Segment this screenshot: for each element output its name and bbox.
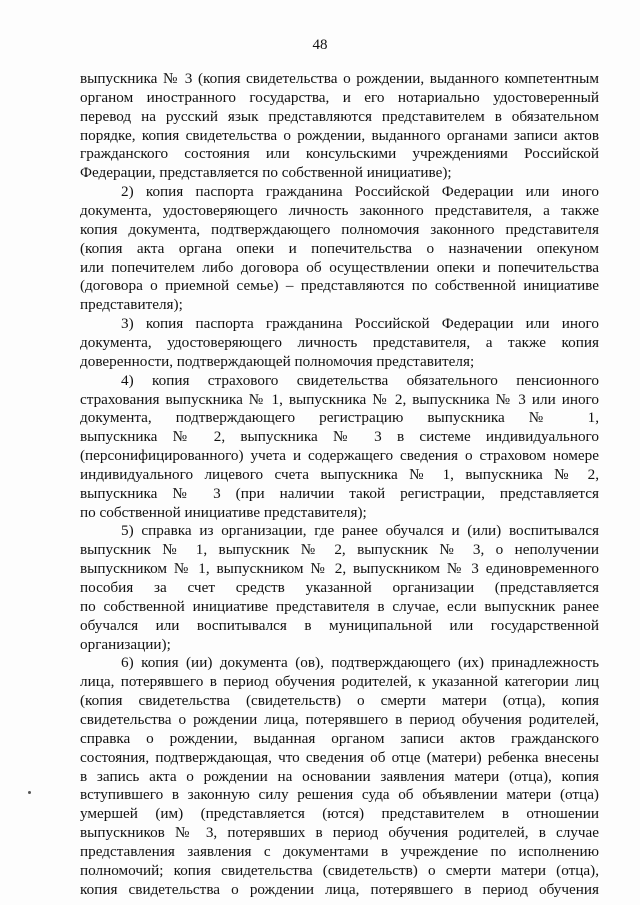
text-line: выпускников № 3, потерявших в период обучения родителей, в случае bbox=[80, 824, 599, 841]
text-line: документа, подтверждающего регистрацию выпускника № 1, bbox=[80, 409, 599, 427]
paragraph-first-line: 2) копия паспорта гражданина Российской Федерации или иного bbox=[121, 183, 599, 201]
text-line: умершей (им) (представляется (ются) представителем в отношении bbox=[80, 805, 599, 823]
text-line: органом иностранного государства, и его нотариально удостоверенный bbox=[80, 88, 599, 106]
text-line: (копия акта органа опеки и попечительства о назначении опекуном bbox=[80, 239, 599, 257]
text-line: лица, потерявшего в период обучения родителей, к указанной категории лиц bbox=[80, 673, 599, 691]
text-line: справка о рождении, выданная органом записи актов гражданского bbox=[80, 729, 599, 747]
text-line: выпускника № 3 (при наличии такой регистрации, представляется bbox=[80, 484, 599, 502]
text-line: копия свидетельства о рождении лица, потерявшего в период обучения bbox=[80, 880, 599, 898]
text-line: выпускника № 2, выпускника № 3 в системе индивидуального bbox=[80, 428, 599, 446]
paragraph-first-line: 6) копия (ии) документа (ов), подтверждающего (их) принадлежность bbox=[121, 654, 599, 672]
text-line: выпускником № 1, выпускником № 2, выпускником № 3 единовременного bbox=[80, 560, 599, 578]
text-line: свидетельства о рождении лица, потерявшего в период обучения родителей, bbox=[80, 710, 599, 728]
text-line: перевод на русский язык представляются представителем в обязательном bbox=[80, 107, 599, 125]
paragraph-first-line: 4) копия страхового свидетельства обязательного пенсионного bbox=[121, 371, 599, 389]
page-number: 48 bbox=[312, 37, 328, 53]
paragraph-first-line: 3) копия паспорта гражданина Российской Федерации или иного bbox=[121, 315, 599, 333]
text-line: организации); bbox=[80, 635, 171, 653]
text-line: (копия свидетельства (свидетельств) о смерти матери (отца), копия bbox=[80, 692, 599, 710]
text-line: обучался или воспитывался в муниципальной или государственной bbox=[80, 616, 599, 634]
text-line: по собственной инициативе представителя); bbox=[80, 503, 367, 521]
text-line: индивидуального лицевого счета выпускника № 1, выпускника № 2, bbox=[80, 465, 599, 483]
text-line: или попечителем либо договора об осуществлении опеки и попечительства bbox=[80, 258, 599, 276]
scan-artifact-dot bbox=[28, 791, 31, 794]
text-line: выпускника № 3 (копия свидетельства о рождении, выданного компетентным bbox=[80, 70, 599, 87]
text-line: гражданского состояния или консульскими учреждениями Российской bbox=[80, 145, 599, 163]
text-line: порядке, копия свидетельства о рождении, выданного органами записи актов bbox=[80, 126, 599, 144]
text-line: представителя); bbox=[80, 296, 183, 314]
text-line: копия документа, подтверждающего полномочия законного представителя bbox=[80, 220, 599, 238]
text-line: (персонифицированного) учета и содержащего сведения о страховом номере bbox=[80, 447, 599, 464]
text-line: выпускник № 1, выпускник № 2, выпускник № 3, о неполучении bbox=[80, 541, 599, 559]
text-line: Федерации, представляется по собственной инициативе); bbox=[80, 164, 452, 182]
text-line: пособия за счет средств указанной организации (представляется bbox=[80, 579, 599, 596]
text-line: в запись акта о рождении на основании заявления матери (отца), копия bbox=[80, 767, 599, 785]
text-line: состояния, подтверждающая, что сведения об отце (матери) ребенка внесены bbox=[80, 748, 599, 766]
text-line: полномочий; копия свидетельства (свидетельств) о смерти матери (отца), bbox=[80, 861, 599, 879]
text-line: представления заявления с документами в учреждение по исполнению bbox=[80, 842, 599, 860]
text-line: по собственной инициативе представителя в случае, если выпускник ранее bbox=[80, 597, 599, 615]
text-line: страхования выпускника № 1, выпускника № 2, выпускника № 3 или иного bbox=[80, 390, 599, 408]
text-line: (договора о приемной семье) – представляются по собственной инициативе bbox=[80, 277, 599, 295]
paragraph-first-line: 5) справка из организации, где ранее обучался и (или) воспитывался bbox=[121, 522, 599, 540]
text-line: доверенности, подтверждающей полномочия представителя; bbox=[80, 352, 475, 370]
text-line: вступившего в законную силу решения суда об объявлении матери (отца) bbox=[80, 786, 599, 804]
text-line: документа, удостоверяющего личность представителя, а также копия bbox=[80, 333, 599, 351]
text-line: документа, удостоверяющего личность законного представителя, а также bbox=[80, 202, 599, 219]
